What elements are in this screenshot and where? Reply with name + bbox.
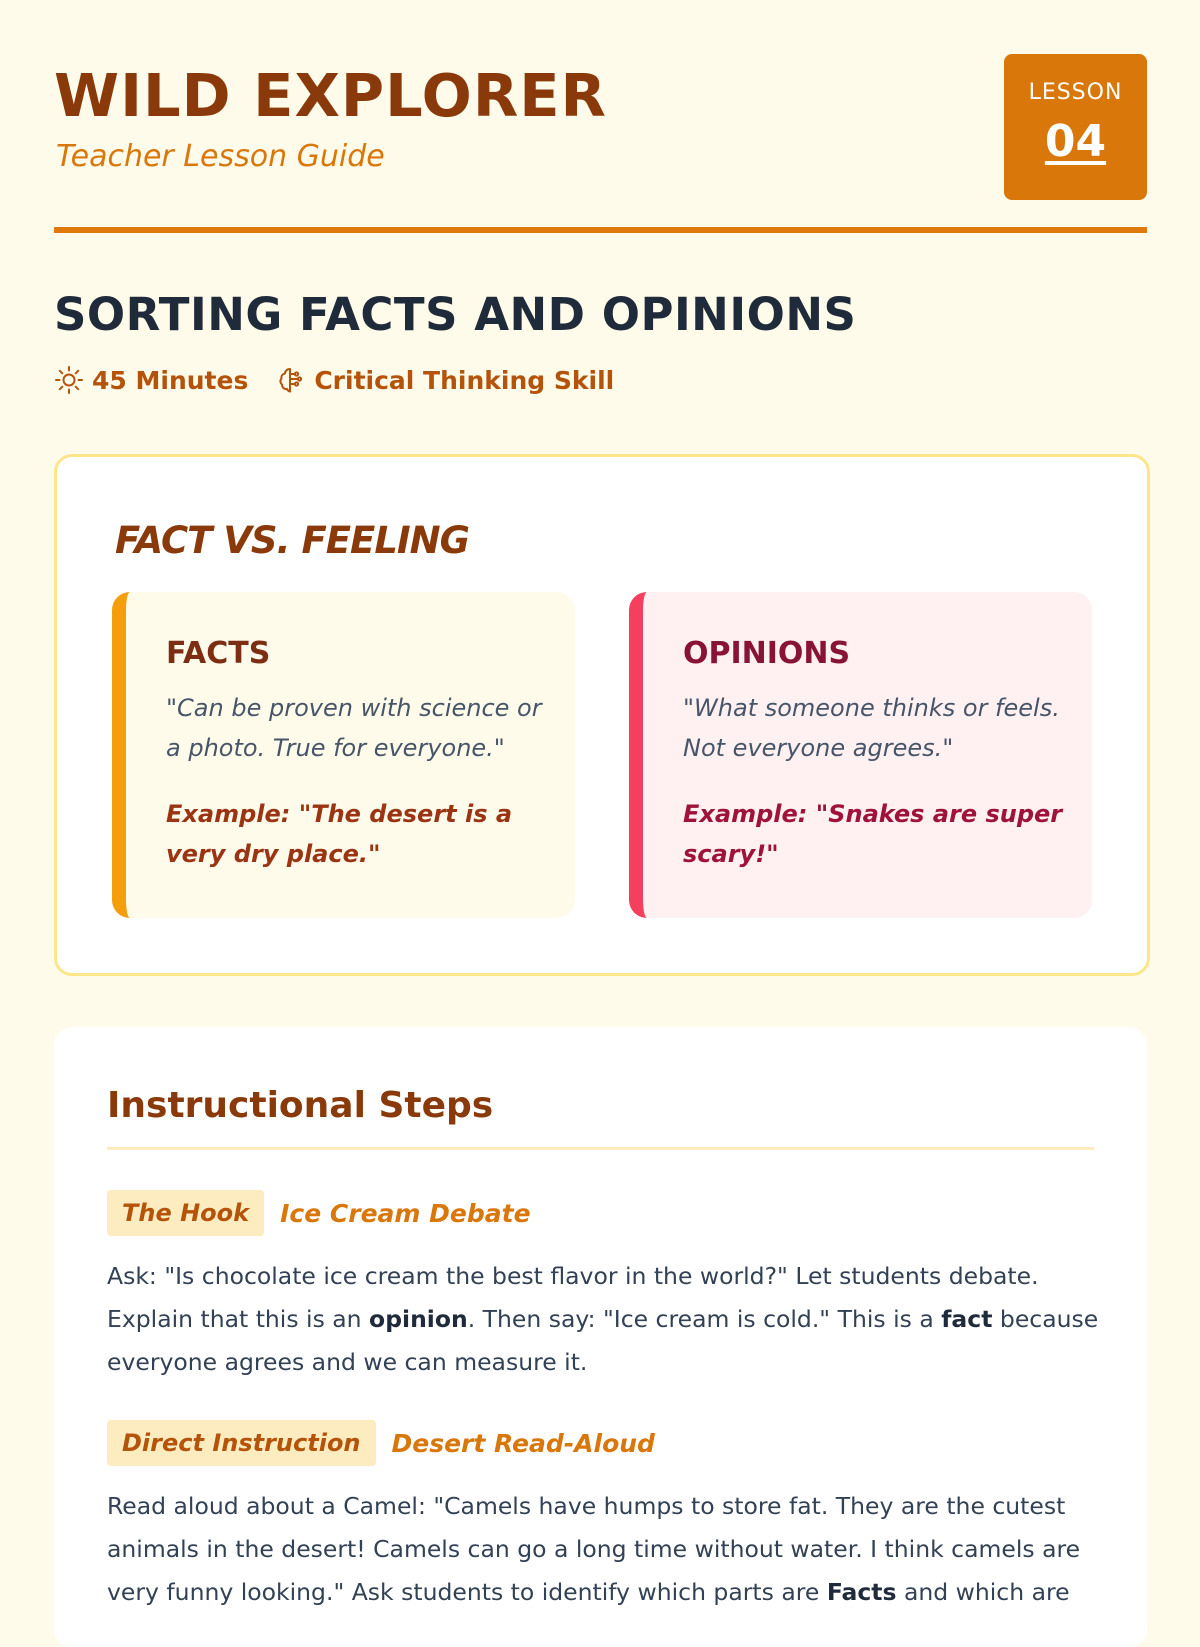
step-text: . Then say: "Ice cream is cold." This is a <box>467 1305 942 1333</box>
steps-title: Instructional Steps <box>107 1085 494 1126</box>
step-name: Ice Cream Debate <box>280 1198 531 1228</box>
step-text: because everyone agrees and we can measure it. <box>107 1305 1099 1376</box>
step-text: Ask: "Is chocolate ice cream the best flavor in the world?" Let students debate. Explain that this is an <box>107 1262 1039 1333</box>
skill-meta <box>276 365 614 395</box>
lesson-meta <box>54 364 642 396</box>
step-tag: The Hook <box>107 1190 264 1236</box>
step-text: and which are <box>896 1578 1070 1606</box>
brand-title: WILD EXPLORER <box>54 61 607 130</box>
opinions-example: Example: "Snakes are super scary!" <box>683 800 1063 868</box>
brain-icon <box>276 365 306 395</box>
steps-divider <box>107 1147 1094 1150</box>
step-body-hook <box>107 1255 1107 1384</box>
step-keyword: opinion <box>369 1305 468 1333</box>
instructional-steps-card <box>54 1027 1147 1647</box>
step-tag: Direct Instruction <box>107 1420 376 1466</box>
duration-meta <box>54 365 248 395</box>
step-header-direct-instruction <box>107 1420 655 1466</box>
step-keyword: Facts <box>826 1578 897 1606</box>
lesson-label: LESSON <box>1028 80 1123 105</box>
fact-vs-feeling-card <box>54 454 1150 976</box>
opinions-heading: OPINIONS <box>683 636 851 671</box>
lesson-badge <box>1004 54 1147 200</box>
opinions-definition: "What someone thinks or feels. Not everyone agrees." <box>683 694 1060 762</box>
lesson-number: 04 <box>1044 116 1107 167</box>
brand-subtitle: Teacher Lesson Guide <box>56 139 385 174</box>
sun-icon <box>54 365 84 395</box>
compare-title: FACT VS. FEELING <box>115 519 469 562</box>
facts-heading: FACTS <box>166 636 271 671</box>
facts-definition: "Can be proven with science or a photo. True for everyone." <box>166 694 542 762</box>
facts-card <box>112 592 575 918</box>
duration-text: 45 Minutes <box>92 365 249 395</box>
step-name: Desert Read-Aloud <box>391 1428 655 1458</box>
step-header-hook <box>107 1190 531 1236</box>
skill-text: Critical Thinking Skill <box>314 365 615 395</box>
lesson-title: SORTING FACTS AND OPINIONS <box>54 288 857 341</box>
step-text: Read aloud about a Camel: "Camels have humps to store fat. They are the cutest animals in the desert! Camels can go a long time without water. I think camels are very funny looking." Ask students to identify which parts are <box>107 1492 1081 1606</box>
header-divider <box>54 227 1147 233</box>
opinions-card <box>629 592 1092 918</box>
step-keyword: fact <box>941 1305 993 1333</box>
step-body-direct-instruction <box>107 1485 1107 1614</box>
facts-example: Example: "The desert is a very dry place." <box>166 800 513 868</box>
